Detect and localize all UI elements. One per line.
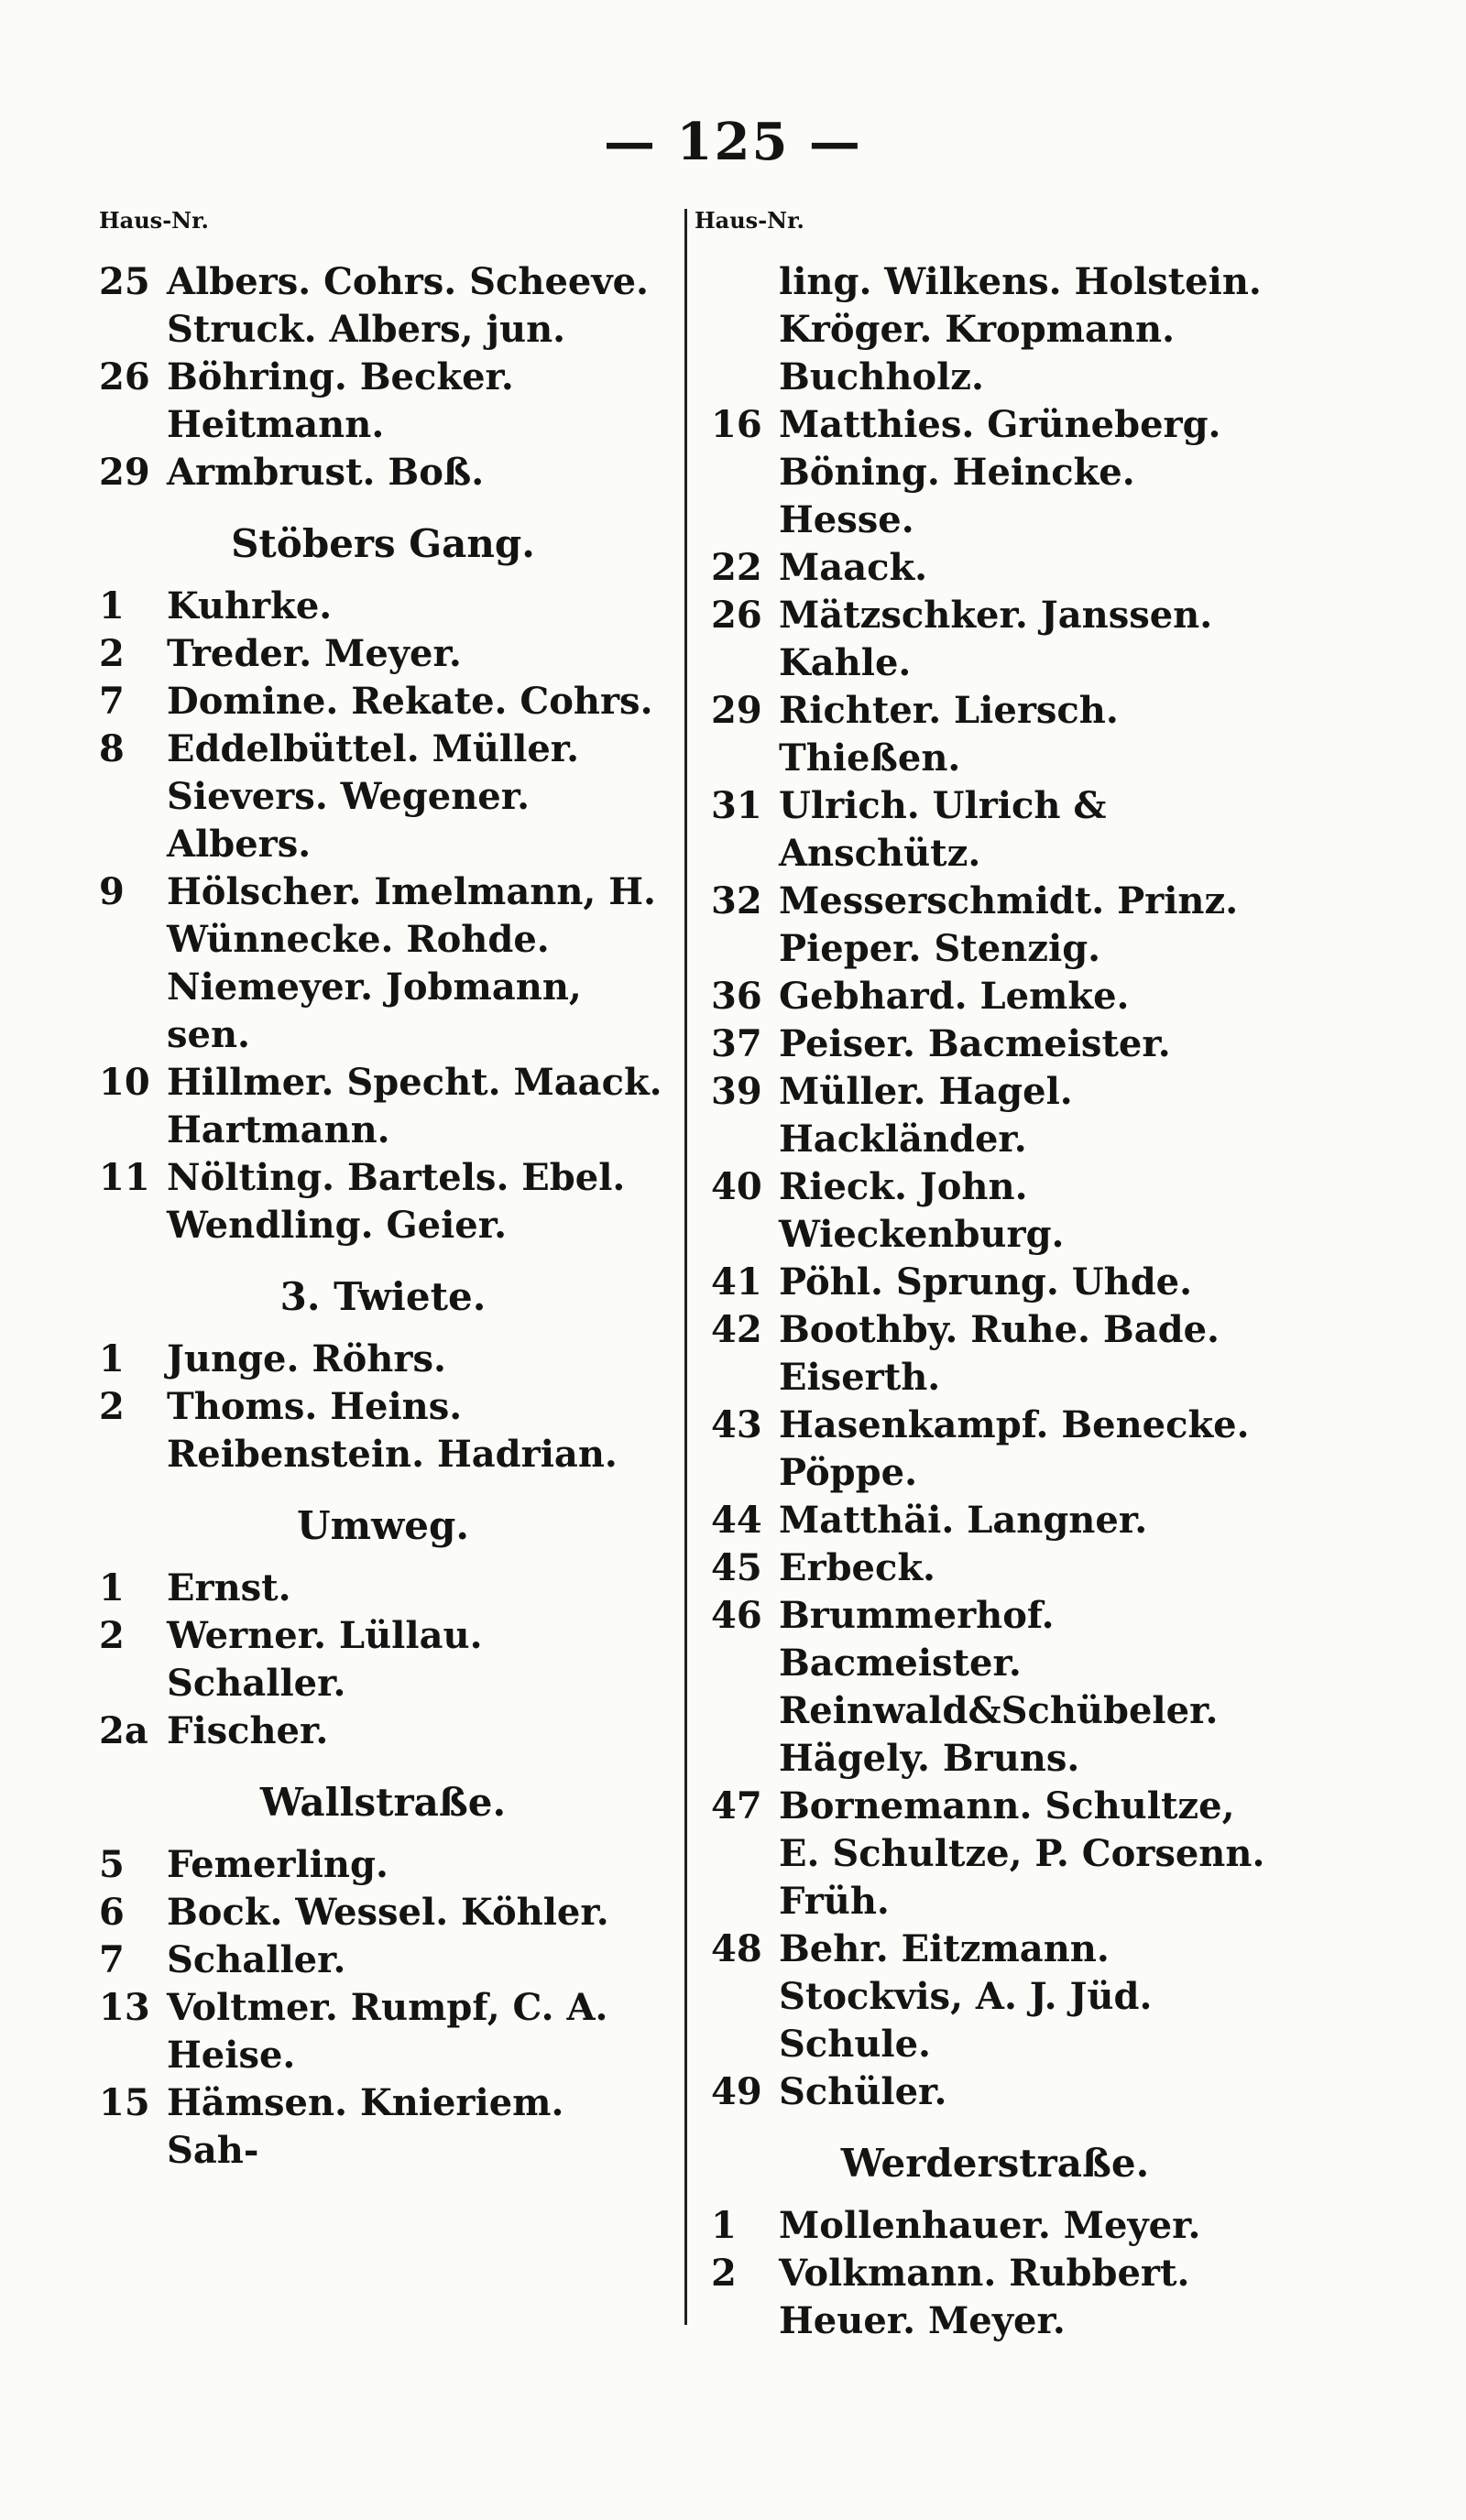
resident-names: Gebhard. Lemke. [779, 975, 1130, 1018]
house-number: 2 [99, 1614, 125, 1657]
house-number: 1 [99, 1566, 125, 1609]
house-number: 2a [99, 1709, 148, 1752]
house-entry [711, 687, 1279, 782]
house-number: 9 [99, 870, 125, 913]
house-entry [99, 630, 667, 678]
column-header: Haus-Nr. [99, 207, 209, 234]
street-heading: Wallstraße. [259, 1780, 507, 1825]
house-number: 7 [99, 1938, 125, 1981]
house-number: 31 [711, 784, 762, 827]
resident-names: Böhring. Becker. Heitmann. [167, 355, 514, 446]
house-number: 39 [711, 1070, 762, 1113]
house-number: 45 [711, 1546, 762, 1589]
street-heading: Werderstraße. [840, 2141, 1150, 2186]
house-entry [99, 258, 667, 354]
resident-names: Femerling. [167, 1843, 388, 1886]
resident-names: Eddelbüttel. Müller. Sievers. Wegener. Albers. [167, 727, 580, 866]
house-number: 1 [711, 2204, 737, 2247]
house-number: 43 [711, 1403, 762, 1446]
resident-names: Richter. Liersch. Thießen. [779, 689, 1119, 780]
house-entry [99, 354, 667, 449]
house-entry [99, 725, 667, 868]
house-number: 40 [711, 1165, 762, 1208]
column-divider [684, 209, 687, 2325]
house-entry [711, 2202, 1279, 2250]
house-entry [99, 449, 667, 496]
resident-names: Thoms. Heins. Reibenstein. Hadrian. [167, 1385, 618, 1476]
house-number: 15 [99, 2081, 150, 2124]
street-heading: Umweg. [297, 1503, 469, 1548]
left-column [99, 207, 667, 2175]
house-number: 41 [711, 1260, 762, 1304]
resident-names: Hämsen. Knieriem. Sah- [167, 2081, 564, 2172]
house-number: 49 [711, 2070, 762, 2113]
right-column [695, 207, 1279, 2345]
resident-names: Maack. [779, 546, 928, 589]
house-entry [99, 1612, 667, 1707]
resident-names: Boothby. Ruhe. Bade. Eiserth. [779, 1308, 1220, 1399]
resident-names: Hölscher. Imelmann, H. Wünnecke. Rohde. Niemeyer. Jobmann, sen. [167, 870, 656, 1056]
house-entry [711, 878, 1279, 973]
house-number: 16 [711, 403, 762, 446]
house-number: 5 [99, 1843, 125, 1886]
house-entry [711, 1497, 1279, 1544]
resident-names: Ulrich. Ulrich & Anschütz. [779, 784, 1107, 875]
house-entry [711, 2068, 1279, 2116]
resident-names: Schüler. [779, 2070, 947, 2113]
house-number: 36 [711, 975, 762, 1018]
resident-names: Bornemann. Schultze, E. Schultze, P. Corsenn. Früh. [779, 1784, 1265, 1923]
house-number: 29 [99, 451, 150, 494]
house-number: 26 [711, 594, 762, 637]
house-entry [99, 1383, 667, 1478]
resident-names: Albers. Cohrs. Scheeve. Struck. Albers, jun. [167, 260, 649, 351]
resident-names: Rieck. John. Wieckenburg. [779, 1165, 1065, 1256]
house-number: 29 [711, 689, 762, 732]
house-entry [711, 401, 1279, 544]
house-entry [711, 1544, 1279, 1592]
house-number: 46 [711, 1594, 762, 1637]
resident-names: Domine. Rekate. Cohrs. [167, 680, 653, 723]
resident-names: Mätzschker. Janssen. Kahle. [779, 594, 1213, 684]
house-number: 2 [99, 632, 125, 675]
house-entry [711, 1592, 1279, 1783]
resident-names: Behr. Eitzmann. Stockvis, A. J. Jüd. Schule. [779, 1927, 1153, 2066]
right-column-body [711, 258, 1279, 2345]
resident-names: Pöhl. Sprung. Uhde. [779, 1260, 1193, 1304]
resident-names: Matthies. Grüneberg. Böning. Heincke. Hesse. [779, 403, 1221, 541]
house-number: 47 [711, 1784, 762, 1827]
house-entry [99, 678, 667, 725]
house-entry [99, 1565, 667, 1612]
house-entry [711, 544, 1279, 592]
house-entry [711, 1020, 1279, 1068]
house-entry [711, 1925, 1279, 2068]
house-entry [99, 1984, 667, 2079]
house-entry [99, 1889, 667, 1936]
house-number: 11 [99, 1156, 150, 1199]
house-entry [99, 1154, 667, 1249]
house-number: 42 [711, 1308, 762, 1351]
resident-names: Schaller. [167, 1938, 346, 1981]
house-number: 7 [99, 680, 125, 723]
house-entry [711, 782, 1279, 878]
house-number: 22 [711, 546, 762, 589]
house-entry [99, 583, 667, 630]
entry-continuation: ling. Wilkens. Holstein. Kröger. Kropmann. Buchholz. [779, 260, 1262, 398]
house-entry [711, 592, 1279, 687]
house-entry [711, 2250, 1279, 2345]
house-entry [99, 1336, 667, 1383]
house-entry [711, 1163, 1279, 1259]
house-number: 1 [99, 1337, 125, 1380]
page-number: — 125 — [604, 112, 862, 172]
resident-names: Fischer. [167, 1709, 329, 1752]
resident-names: Hillmer. Specht. Maack. Hartmann. [167, 1061, 662, 1151]
house-entry [711, 1402, 1279, 1497]
house-number: 13 [99, 1986, 150, 2029]
house-number: 8 [99, 727, 125, 770]
house-number: 37 [711, 1022, 762, 1065]
house-entry [711, 1068, 1279, 1163]
resident-names: Werner. Lüllau. Schaller. [167, 1614, 483, 1705]
resident-names: Voltmer. Rumpf, C. A. Heise. [167, 1986, 608, 2077]
column-header: Haus-Nr. [695, 207, 804, 234]
resident-names: Nölting. Bartels. Ebel. Wendling. Geier. [167, 1156, 626, 1247]
street-heading: 3. Twiete. [279, 1274, 487, 1319]
resident-names: Treder. Meyer. [167, 632, 462, 675]
resident-names: Matthäi. Langner. [779, 1499, 1148, 1542]
resident-names: Müller. Hagel. Hackländer. [779, 1070, 1073, 1161]
house-entry [99, 1707, 667, 1755]
resident-names: Kuhrke. [167, 584, 333, 627]
resident-names: Peiser. Bacmeister. [779, 1022, 1171, 1065]
resident-names: Messerschmidt. Prinz. Pieper. Stenzig. [779, 879, 1239, 970]
left-column-body [99, 258, 667, 2175]
resident-names: Bock. Wessel. Köhler. [167, 1891, 609, 1934]
house-entry [99, 1936, 667, 1984]
house-entry [711, 1259, 1279, 1306]
resident-names: Hasenkampf. Benecke. Pöppe. [779, 1403, 1250, 1494]
house-entry [711, 1306, 1279, 1402]
house-entry [711, 973, 1279, 1020]
resident-names: Erbeck. [779, 1546, 935, 1589]
street-heading: Stöbers Gang. [231, 521, 535, 566]
house-entry [711, 1783, 1279, 1925]
house-number: 2 [711, 2252, 737, 2295]
house-entry [99, 1059, 667, 1154]
resident-names: Ernst. [167, 1566, 291, 1609]
house-number: 48 [711, 1927, 762, 1970]
resident-names: Brummerhof. Bacmeister. Reinwald&Schübeler. Hägely. Bruns. [779, 1594, 1219, 1780]
house-number: 10 [99, 1061, 150, 1104]
house-number: 44 [711, 1499, 762, 1542]
house-number: 1 [99, 584, 125, 627]
house-number: 25 [99, 260, 150, 303]
resident-names: Armbrust. Boß. [167, 451, 485, 494]
house-entry [99, 868, 667, 1059]
resident-names: Mollenhauer. Meyer. [779, 2204, 1201, 2247]
house-number: 2 [99, 1385, 125, 1428]
resident-names: Junge. Röhrs. [167, 1337, 446, 1380]
house-number: 32 [711, 879, 762, 922]
house-number: 26 [99, 355, 150, 398]
house-entry [99, 2079, 667, 2175]
resident-names: Volkmann. Rubbert. Heuer. Meyer. [779, 2252, 1190, 2342]
house-entry [99, 1841, 667, 1889]
house-number: 6 [99, 1891, 125, 1934]
